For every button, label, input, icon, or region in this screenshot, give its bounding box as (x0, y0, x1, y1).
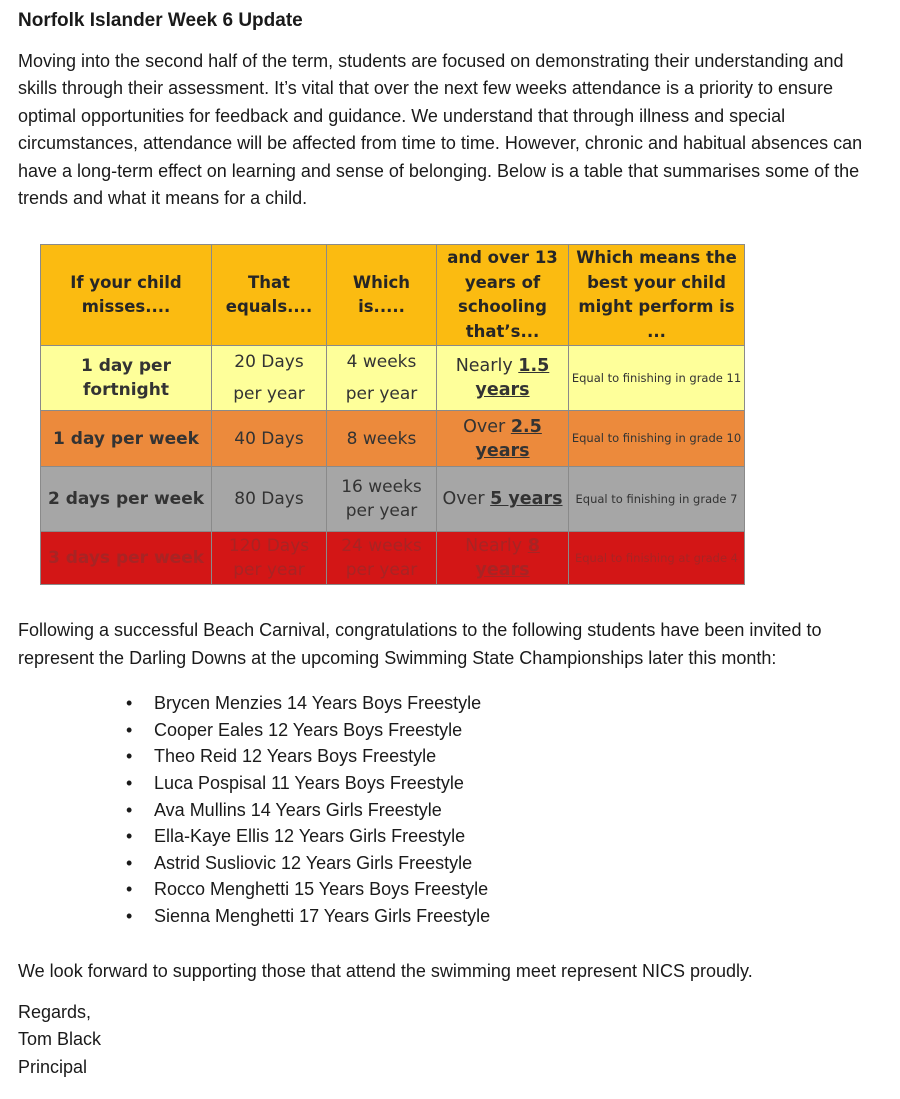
list-item: • Luca Pospisal 11 Years Boys Freestyle (126, 770, 880, 797)
list-item: • Brycen Menzies 14 Years Boys Freestyle (126, 690, 880, 717)
bullet-icon: • (126, 826, 133, 847)
years-prefix: Over (463, 416, 506, 437)
years-cell (437, 532, 569, 585)
equals-cell: 80 Days (212, 467, 327, 532)
bullet-icon: • (126, 746, 133, 767)
years-prefix: Nearly (455, 356, 513, 377)
years-value: 5 years (490, 489, 563, 510)
misses-cell: 1 day per fortnight (41, 346, 212, 411)
closing-paragraph: We look forward to supporting those that attend the swimming meet represent NICS proudly. (18, 960, 753, 981)
years-cell (437, 467, 569, 532)
perform-cell: Equal to finishing in grade 11 (569, 346, 745, 411)
years-prefix: Over (442, 489, 485, 510)
which-cell (327, 532, 437, 585)
equals-period: per year (233, 560, 305, 581)
perform-cell: Equal to finishing at grade 4 (569, 532, 745, 585)
table-row (41, 467, 745, 532)
equals-days: 20 Days (234, 352, 304, 373)
years-value: 2.5 years (475, 416, 542, 461)
signoff (18, 999, 880, 1081)
which-cell: 8 weeks (327, 411, 437, 467)
header-cell: Which is..... (327, 245, 437, 346)
years-value: 1.5 (518, 356, 550, 377)
perform-cell: Equal to finishing in grade 10 (569, 411, 745, 467)
table-header-row (41, 245, 745, 346)
signer-name: Tom Black (18, 1029, 102, 1050)
which-period: per year (345, 560, 418, 581)
list-item: • Ava Mullins 14 Years Girls Freestyle (126, 797, 880, 824)
attendance-table-image (40, 244, 744, 587)
years-cell (437, 411, 569, 467)
years-cell (437, 346, 569, 411)
header-cell: and over 13 years of schooling that’s... (437, 245, 569, 346)
bullet-icon: • (126, 906, 133, 926)
table-row (41, 532, 745, 585)
bullet-icon: • (126, 852, 133, 873)
which-weeks: 24 weeks (341, 536, 422, 557)
which-period: per year (345, 501, 418, 522)
signer-role: Principal (18, 1056, 88, 1077)
students-list (18, 690, 880, 929)
misses-cell: 1 day per week (41, 411, 212, 467)
list-item: • Rocco Menghetti 15 Years Boys Freestyle (126, 876, 880, 903)
which-cell (327, 346, 437, 411)
which-weeks: 16 weeks (341, 477, 422, 498)
years-value: 8 years (475, 536, 540, 581)
header-cell: That equals.... (212, 245, 327, 346)
years-prefix: Nearly (465, 536, 523, 557)
which-weeks: 4 weeks (346, 352, 417, 373)
years-suffix: years (475, 380, 530, 401)
misses-cell: 2 days per week (41, 467, 212, 532)
bullet-icon: • (126, 773, 133, 794)
which-cell (327, 467, 437, 532)
perform-cell: Equal to finishing in grade 7 (569, 467, 745, 532)
list-item: • Ella-Kaye Ellis 12 Years Girls Freestyle (126, 823, 880, 850)
header-cell: Which means the best your child might perform is ... (569, 245, 745, 346)
regards-text: Regards, (18, 1002, 92, 1022)
carnival-paragraph: Following a successful Beach Carnival, congratulations to the following students have been invited to represent the Darling Downs at the upcoming Swimming State Championships later this month: (18, 620, 822, 668)
table-row (41, 411, 745, 467)
table-row (41, 346, 745, 411)
equals-cell (212, 346, 327, 411)
bullet-icon: • (126, 879, 133, 900)
list-item: • Sienna Menghetti 17 Years Girls Freestyle (126, 903, 880, 930)
bullet-icon: • (126, 719, 133, 740)
newsletter (18, 8, 880, 1081)
equals-cell (212, 532, 327, 585)
equals-period: per year (233, 384, 305, 405)
list-item: • Theo Reid 12 Years Boys Freestyle (126, 743, 880, 770)
equals-days: 120 Days (228, 536, 310, 557)
bullet-icon: • (126, 693, 133, 714)
intro-paragraph: Moving into the second half of the term, students are focused on demonstrating their understanding and skills through their assessment. It’s vital that over the next few weeks attendance is a priority to ensure optimal opportunities for feedback and guidance. We understand that through illness and special circumstances, attendance will be affected from time to time. However, chronic and habitual absences can have a long-term effect on learning and sense of belonging. Below is a table that summarises some of the trends and what it means for a child. (18, 51, 863, 209)
bullet-icon: • (126, 799, 133, 820)
page-title: Norfolk Islander Week 6 Update (18, 10, 303, 31)
which-period: per year (345, 384, 418, 405)
list-item: • Astrid Susliovic 12 Years Girls Freestyle (126, 850, 880, 877)
attendance-table (40, 244, 745, 585)
header-cell: If your child misses.... (41, 245, 212, 346)
equals-cell: 40 Days (212, 411, 327, 467)
misses-cell: 3 days per week (41, 532, 212, 585)
list-item: • Cooper Eales 12 Years Boys Freestyle (126, 717, 880, 744)
